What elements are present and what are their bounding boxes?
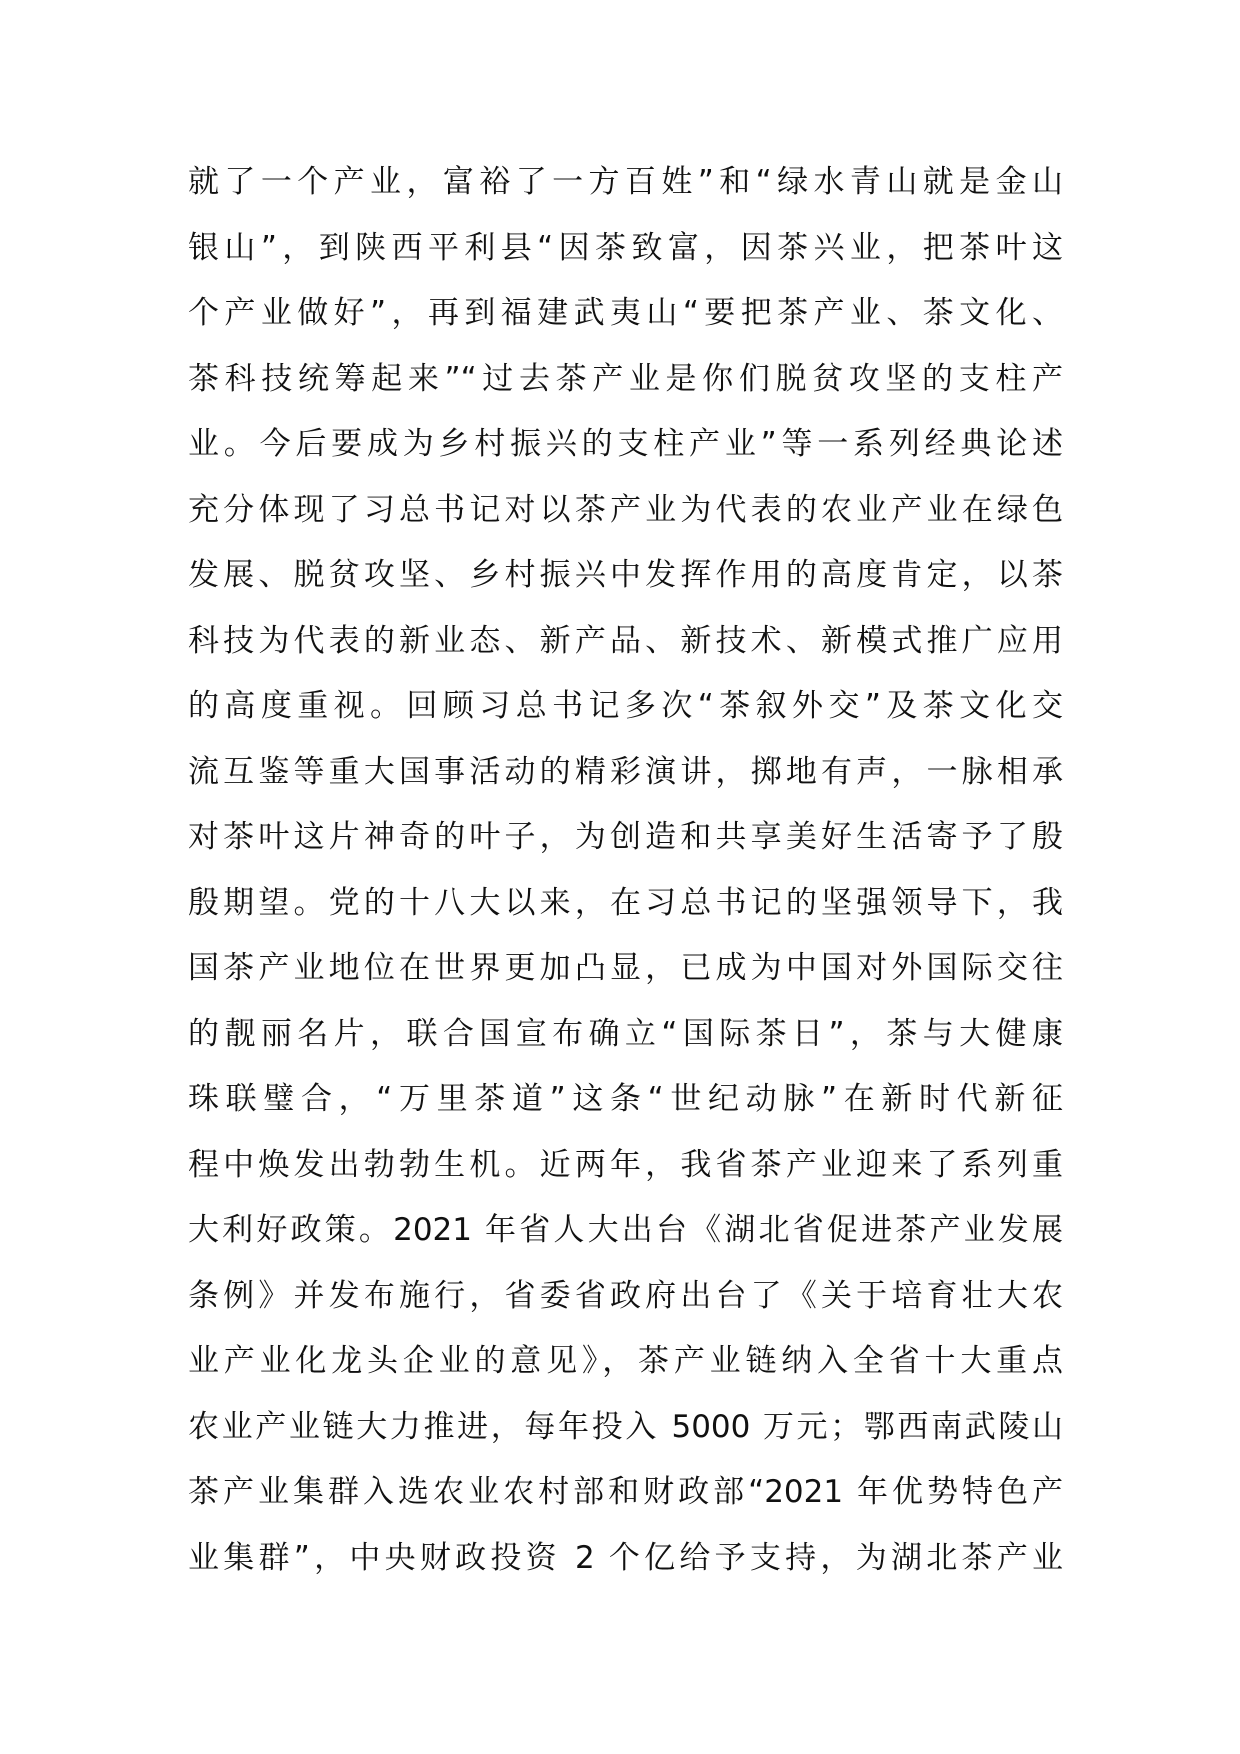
- text-line: 个产业做好”，再到福建武夷山“要把茶产业、茶文化、: [188, 295, 1063, 331]
- text-line: 大利好政策。2021 年省人大出台《湖北省促进茶产业发展: [188, 1212, 1063, 1248]
- text-line: 发展、脱贫攻坚、乡村振兴中发挥作用的高度肯定，以茶: [188, 557, 1063, 593]
- text-line: 茶产业集群入选农业农村部和财政部“2021 年优势特色产: [188, 1474, 1063, 1510]
- text-line: 业。今后要成为乡村振兴的支柱产业”等一系列经典论述: [188, 426, 1063, 462]
- text-line: 程中焕发出勃勃生机。近两年，我省茶产业迎来了系列重: [188, 1146, 1063, 1183]
- text-line: 的靓丽名片，联合国宣布确立“国际茶日”，茶与大健康: [188, 1015, 1063, 1052]
- text-line: 业产业化龙头企业的意见》，茶产业链纳入全省十大重点: [188, 1343, 1063, 1379]
- text-line: 就了一个产业，富裕了一方百姓”和“绿水青山就是金山: [188, 164, 1063, 200]
- text-line: 珠联璧合，“万里茶道”这条“世纪动脉”在新时代新征: [188, 1081, 1063, 1117]
- text-line: 流互鉴等重大国事活动的精彩演讲，掷地有声，一脉相承: [188, 753, 1063, 790]
- text-line: 对茶叶这片神奇的叶子，为创造和共享美好生活寄予了殷: [188, 819, 1063, 855]
- text-line: 茶科技统筹起来”“过去茶产业是你们脱贫攻坚的支柱产: [188, 360, 1063, 397]
- text-line: 银山”，到陕西平利县“因茶致富，因茶兴业，把茶叶这: [188, 229, 1063, 266]
- text-line: 殷期望。党的十八大以来，在习总书记的坚强领导下，我: [188, 884, 1063, 921]
- text-line: 农业产业链大力推进，每年投入 5000 万元；鄂西南武陵山: [188, 1408, 1063, 1445]
- body-text: [188, 150, 1063, 1591]
- text-line: 条例》并发布施行，省委省政府出台了《关于培育壮大农: [188, 1277, 1063, 1314]
- text-line: 科技为代表的新业态、新产品、新技术、新模式推广应用: [188, 622, 1063, 659]
- text-line: 国茶产业地位在世界更加凸显，已成为中国对外国际交往: [188, 950, 1063, 986]
- text-line: 的高度重视。回顾习总书记多次“茶叙外交”及茶文化交: [188, 688, 1063, 724]
- text-line: 业集群”，中央财政投资 2 个亿给予支持，为湖北茶产业: [188, 1539, 1063, 1576]
- text-line: 充分体现了习总书记对以茶产业为代表的农业产业在绿色: [188, 491, 1063, 528]
